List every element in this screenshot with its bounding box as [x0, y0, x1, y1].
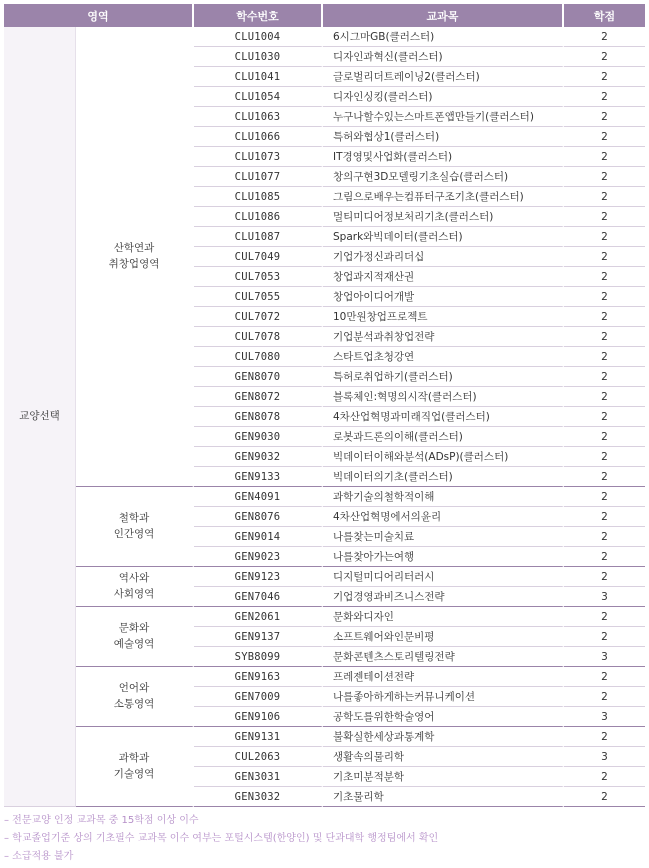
table-row: [4, 27, 645, 47]
credit-cell: 2: [564, 487, 645, 507]
course-code-cell: CLU1041: [194, 67, 323, 87]
course-code-cell: CLU1004: [194, 27, 323, 47]
course-code-cell: GEN8078: [194, 407, 323, 427]
sub-area-cell: 철학과 인간영역: [76, 487, 194, 567]
course-name-cell: 6시그마GB(클러스터): [323, 27, 564, 47]
credit-cell: 2: [564, 727, 645, 747]
course-code-cell: CLU1086: [194, 207, 323, 227]
course-code-cell: SYB8099: [194, 647, 323, 667]
course-code-cell: GEN3031: [194, 767, 323, 787]
credit-cell: 2: [564, 427, 645, 447]
credit-cell: 2: [564, 367, 645, 387]
course-code-cell: GEN2061: [194, 607, 323, 627]
course-code-cell: GEN7009: [194, 687, 323, 707]
header-course-code: 학수번호: [194, 4, 323, 27]
credit-cell: 2: [564, 347, 645, 367]
course-name-cell: 나를좋아하게하는커뮤니케이션: [323, 687, 564, 707]
table-header-row: [4, 4, 645, 27]
course-code-cell: CUL7049: [194, 247, 323, 267]
header-area: 영역: [4, 4, 194, 27]
header-course-name: 교과목: [323, 4, 564, 27]
course-name-cell: 글로벌리더트레이닝2(클러스터): [323, 67, 564, 87]
credit-cell: 2: [564, 507, 645, 527]
course-code-cell: CLU1073: [194, 147, 323, 167]
table-row: [4, 607, 645, 627]
course-code-cell: CUL7080: [194, 347, 323, 367]
credit-cell: 2: [564, 467, 645, 487]
header-credit: 학점: [564, 4, 645, 27]
course-code-cell: CLU1077: [194, 167, 323, 187]
credit-cell: 3: [564, 587, 645, 607]
credit-cell: 2: [564, 127, 645, 147]
table-row: [4, 667, 645, 687]
sub-area-cell: 언어와 소통영역: [76, 667, 194, 727]
sub-area-cell: 역사와 사회영역: [76, 567, 194, 607]
course-name-cell: 기초물리학: [323, 787, 564, 807]
course-name-cell: IT경영및사업화(클러스터): [323, 147, 564, 167]
course-code-cell: GEN9133: [194, 467, 323, 487]
credit-cell: 2: [564, 667, 645, 687]
course-name-cell: 공학도를위한학술영어: [323, 707, 564, 727]
course-name-cell: 문화와디자인: [323, 607, 564, 627]
course-name-cell: 과학기술의철학적이해: [323, 487, 564, 507]
course-code-cell: GEN9023: [194, 547, 323, 567]
credit-cell: 2: [564, 67, 645, 87]
course-name-cell: 디지털미디어리터러시: [323, 567, 564, 587]
course-name-cell: 누구나할수있는스마트폰앱만들기(클러스터): [323, 107, 564, 127]
course-name-cell: 빅데이터이해와분석(ADsP)(클러스터): [323, 447, 564, 467]
credit-cell: 2: [564, 27, 645, 47]
credit-cell: 2: [564, 207, 645, 227]
course-name-cell: 문화콘텐츠스토리텔링전략: [323, 647, 564, 667]
credit-cell: 2: [564, 547, 645, 567]
table-row: [4, 727, 645, 747]
credit-cell: 2: [564, 327, 645, 347]
course-name-cell: 4차산업혁명에서의윤리: [323, 507, 564, 527]
credit-cell: 2: [564, 567, 645, 587]
course-code-cell: CUL7055: [194, 287, 323, 307]
credit-cell: 3: [564, 647, 645, 667]
course-code-cell: GEN9163: [194, 667, 323, 687]
course-code-cell: CUL7053: [194, 267, 323, 287]
course-name-cell: 기업분석과취창업전략: [323, 327, 564, 347]
credit-cell: 2: [564, 407, 645, 427]
course-name-cell: 특허로취업하기(클러스터): [323, 367, 564, 387]
course-name-cell: 빅데이터의기초(클러스터): [323, 467, 564, 487]
credit-cell: 2: [564, 267, 645, 287]
table-row: [4, 487, 645, 507]
course-name-cell: 소프트웨어와인문비평: [323, 627, 564, 647]
credit-cell: 2: [564, 607, 645, 627]
credit-cell: 3: [564, 707, 645, 727]
credit-cell: 2: [564, 307, 645, 327]
course-name-cell: 4차산업혁명과미래직업(클러스터): [323, 407, 564, 427]
credit-cell: 2: [564, 527, 645, 547]
course-code-cell: CLU1085: [194, 187, 323, 207]
note-line: – 전문교양 인정 교과목 중 15학점 이상 이수: [4, 815, 199, 826]
course-name-cell: 스타트업초청강연: [323, 347, 564, 367]
sub-area-cell: 산학연과 취창업영역: [76, 27, 194, 487]
course-name-cell: 디자인과혁신(클러스터): [323, 47, 564, 67]
credit-cell: 2: [564, 107, 645, 127]
note-line: – 학교졸업기준 상의 기초필수 교과목 이수 여부는 포털시스템(한양인) 및 단과대학 행정팀에서 확인: [4, 833, 439, 844]
credit-cell: 2: [564, 787, 645, 807]
credit-cell: 2: [564, 287, 645, 307]
course-code-cell: CLU1054: [194, 87, 323, 107]
course-name-cell: 프레젠테이션전략: [323, 667, 564, 687]
course-name-cell: 그림으로배우는컴퓨터구조기초(클러스터): [323, 187, 564, 207]
credit-cell: 2: [564, 167, 645, 187]
course-name-cell: 로봇과드론의이해(클러스터): [323, 427, 564, 447]
course-code-cell: GEN8076: [194, 507, 323, 527]
course-name-cell: 10만원창업프로젝트: [323, 307, 564, 327]
course-name-cell: 나를찾아가는여행: [323, 547, 564, 567]
credit-cell: 2: [564, 47, 645, 67]
credit-cell: 2: [564, 87, 645, 107]
course-code-cell: CUL7072: [194, 307, 323, 327]
credit-cell: 2: [564, 247, 645, 267]
course-name-cell: 디자인싱킹(클러스터): [323, 87, 564, 107]
course-name-cell: Spark와빅데이터(클러스터): [323, 227, 564, 247]
credit-cell: 2: [564, 387, 645, 407]
course-code-cell: CUL2063: [194, 747, 323, 767]
course-code-cell: GEN3032: [194, 787, 323, 807]
sub-area-cell: 과학과 기술영역: [76, 727, 194, 807]
credit-cell: 2: [564, 187, 645, 207]
credit-cell: 2: [564, 147, 645, 167]
course-code-cell: GEN8072: [194, 387, 323, 407]
note-line: – 소급적용 불가: [4, 851, 74, 862]
course-name-cell: 창업아이디어개발: [323, 287, 564, 307]
course-code-cell: CUL7078: [194, 327, 323, 347]
course-code-cell: GEN7046: [194, 587, 323, 607]
credit-cell: 2: [564, 687, 645, 707]
course-code-cell: GEN9123: [194, 567, 323, 587]
course-code-cell: GEN9131: [194, 727, 323, 747]
course-name-cell: 기업경영과비즈니스전략: [323, 587, 564, 607]
course-name-cell: 나를찾는미술치료: [323, 527, 564, 547]
course-name-cell: 특허와협상1(클러스터): [323, 127, 564, 147]
notes-section: [4, 812, 438, 866]
course-code-cell: CLU1063: [194, 107, 323, 127]
area-cell: 교양선택: [4, 27, 76, 807]
course-name-cell: 블록체인:혁명의시작(클러스터): [323, 387, 564, 407]
course-name-cell: 멀티미디어정보처리기초(클러스터): [323, 207, 564, 227]
credit-cell: 2: [564, 227, 645, 247]
course-code-cell: CLU1066: [194, 127, 323, 147]
course-name-cell: 불확실한세상과통계학: [323, 727, 564, 747]
course-code-cell: GEN9014: [194, 527, 323, 547]
credit-cell: 2: [564, 627, 645, 647]
course-code-cell: CLU1030: [194, 47, 323, 67]
course-code-cell: GEN8070: [194, 367, 323, 387]
course-code-cell: GEN9137: [194, 627, 323, 647]
credit-cell: 2: [564, 767, 645, 787]
sub-area-cell: 문화와 예술영역: [76, 607, 194, 667]
course-table: [4, 4, 645, 807]
course-name-cell: 기업가정신과리더십: [323, 247, 564, 267]
course-code-cell: GEN9030: [194, 427, 323, 447]
table-row: [4, 567, 645, 587]
credit-cell: 2: [564, 447, 645, 467]
table-body: [4, 27, 645, 807]
course-code-cell: GEN4091: [194, 487, 323, 507]
course-code-cell: CLU1087: [194, 227, 323, 247]
course-name-cell: 기초미분적분학: [323, 767, 564, 787]
course-name-cell: 생활속의물리학: [323, 747, 564, 767]
credit-cell: 3: [564, 747, 645, 767]
course-code-cell: GEN9106: [194, 707, 323, 727]
course-name-cell: 창업과지적재산권: [323, 267, 564, 287]
course-code-cell: GEN9032: [194, 447, 323, 467]
course-name-cell: 창의구현3D모델링기초실습(클러스터): [323, 167, 564, 187]
